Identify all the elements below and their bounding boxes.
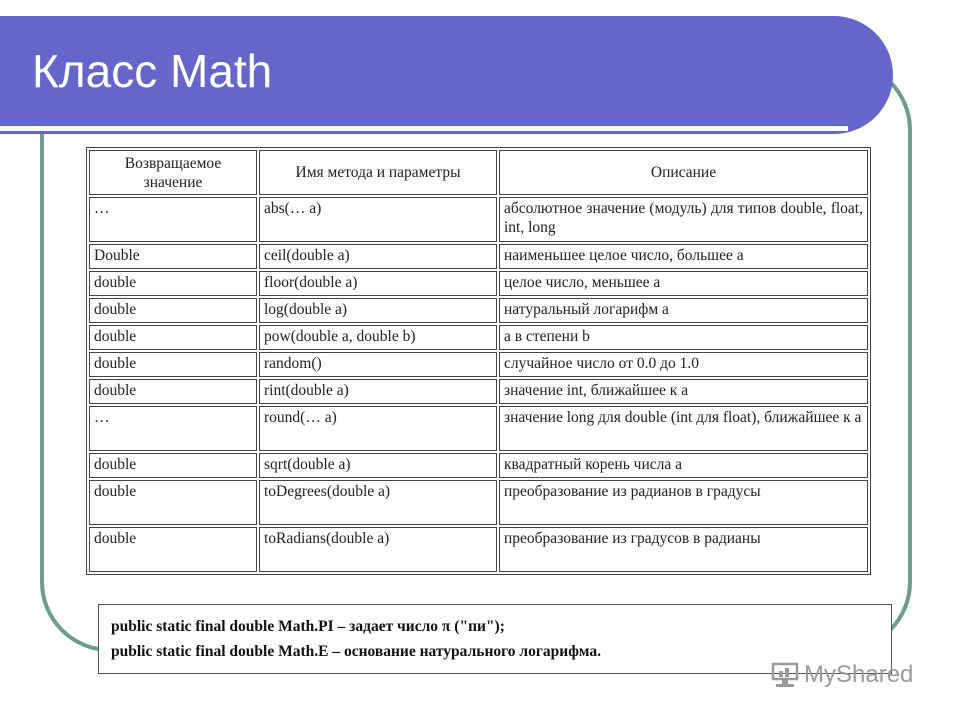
cell-method: ceil(double a)	[259, 244, 497, 269]
cell-return-type: …	[89, 197, 257, 242]
table-row	[89, 453, 868, 478]
cell-description: a в степени b	[499, 325, 868, 350]
cell-method: floor(double a)	[259, 271, 497, 296]
table-row	[89, 406, 868, 451]
cell-description: квадратный корень числа a	[499, 453, 868, 478]
cell-description: преобразование из градусов в радианы	[499, 527, 868, 572]
table-row	[89, 379, 868, 404]
title-rule	[0, 126, 848, 131]
header-description: Описание	[499, 150, 868, 195]
cell-return-type: double	[89, 453, 257, 478]
cell-method: pow(double a, double b)	[259, 325, 497, 350]
cell-return-type: double	[89, 527, 257, 572]
cell-method: round(… a)	[259, 406, 497, 451]
constant-pi-line: public static final double Math.PI – задает число π ("пи");	[111, 618, 505, 635]
cell-return-type: Double	[89, 244, 257, 269]
cell-description: преобразование из радианов в градусы	[499, 480, 868, 525]
slide-title: Класс Math	[32, 45, 273, 97]
table-header-row	[89, 150, 868, 195]
cell-return-type: double	[89, 271, 257, 296]
cell-description: абсолютное значение (модуль) для типов double, float, int, long	[499, 197, 868, 242]
cell-return-type: …	[89, 406, 257, 451]
cell-method: log(double a)	[259, 298, 497, 323]
cell-method: random()	[259, 352, 497, 377]
presentation-icon	[770, 662, 800, 688]
header-method-name: Имя метода и параметры	[259, 150, 497, 195]
cell-method: abs(… a)	[259, 197, 497, 242]
cell-description: целое число, меньшее a	[499, 271, 868, 296]
cell-method: sqrt(double a)	[259, 453, 497, 478]
methods-table	[86, 147, 871, 575]
cell-description: наименьшее целое число, большее a	[499, 244, 868, 269]
watermark-text: MyShared	[804, 661, 914, 688]
table-row	[89, 244, 868, 269]
table-row	[89, 527, 868, 572]
table-row	[89, 197, 868, 242]
cell-return-type: double	[89, 379, 257, 404]
cell-method: toRadians(double a)	[259, 527, 497, 572]
cell-return-type: double	[89, 480, 257, 525]
table-row	[89, 325, 868, 350]
table-row	[89, 271, 868, 296]
cell-description: натуральный логарифм a	[499, 298, 868, 323]
table-row	[89, 352, 868, 377]
cell-method: rint(double a)	[259, 379, 497, 404]
table-row	[89, 480, 868, 525]
watermark	[770, 660, 913, 690]
cell-return-type: double	[89, 352, 257, 377]
cell-return-type: double	[89, 298, 257, 323]
constant-e-line: public static final double Math.E – основание натурального логарифма.	[111, 643, 602, 660]
table-row	[89, 298, 868, 323]
cell-return-type: double	[89, 325, 257, 350]
cell-description: значение int, ближайшее к a	[499, 379, 868, 404]
cell-description: случайное число от 0.0 до 1.0	[499, 352, 868, 377]
header-return-type: Возвращаемое значение	[89, 150, 257, 195]
cell-description: значение long для double (int для float), ближайшее к a	[499, 406, 868, 451]
cell-method: toDegrees(double a)	[259, 480, 497, 525]
